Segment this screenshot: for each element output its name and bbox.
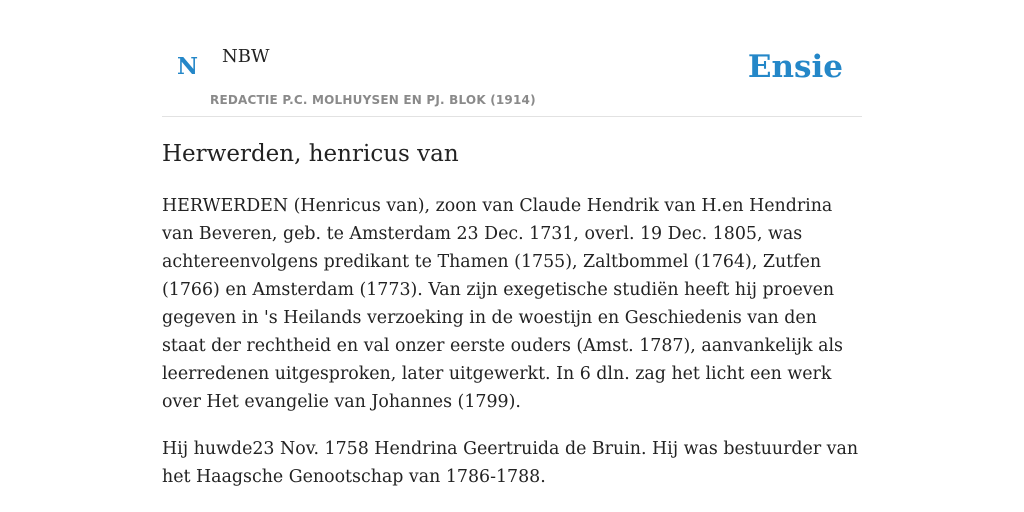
brand-logo-link[interactable]: Ensie [747, 49, 843, 85]
article-paragraph: HERWERDEN (Henricus van), zoon van Claude Hendrik van H.en Hendrina van Beveren, geb. te Amsterdam 23 Dec. 1731, overl. 19 Dec. 1805, was achtereenvolgens predikant te Thamen (1755), Zaltbommel (1764), Zutfen (1766) en Amsterdam (1773). Van zijn exegetische studiën heeft hij proeven gegeven in 's Heilands verzoeking in de woestijn en Geschiedenis van den staat der rechtheid en val onzer eerste ouders (Amst. 1787), aanvankelijk als leerredenen uitgesproken, later uitgewerkt. In 6 dln. zag het licht een werk over Het evangelie van Johannes (1799). [162, 196, 843, 412]
source-subtitle: REDACTIE P.C. MOLHUYSEN EN PJ. BLOK (1914) [210, 93, 536, 107]
source-logo-letter: N [177, 53, 199, 80]
article-title: Herwerden, henricus van [162, 141, 459, 167]
source-header [162, 0, 862, 117]
article-body [162, 192, 862, 510]
article-paragraph: Hij huwde23 Nov. 1758 Hendrina Geertruida de Bruin. Hij was bestuurder van het Haagsche Genootschap van 1786-1788. [162, 439, 859, 487]
source-name[interactable]: NBW [222, 46, 270, 67]
